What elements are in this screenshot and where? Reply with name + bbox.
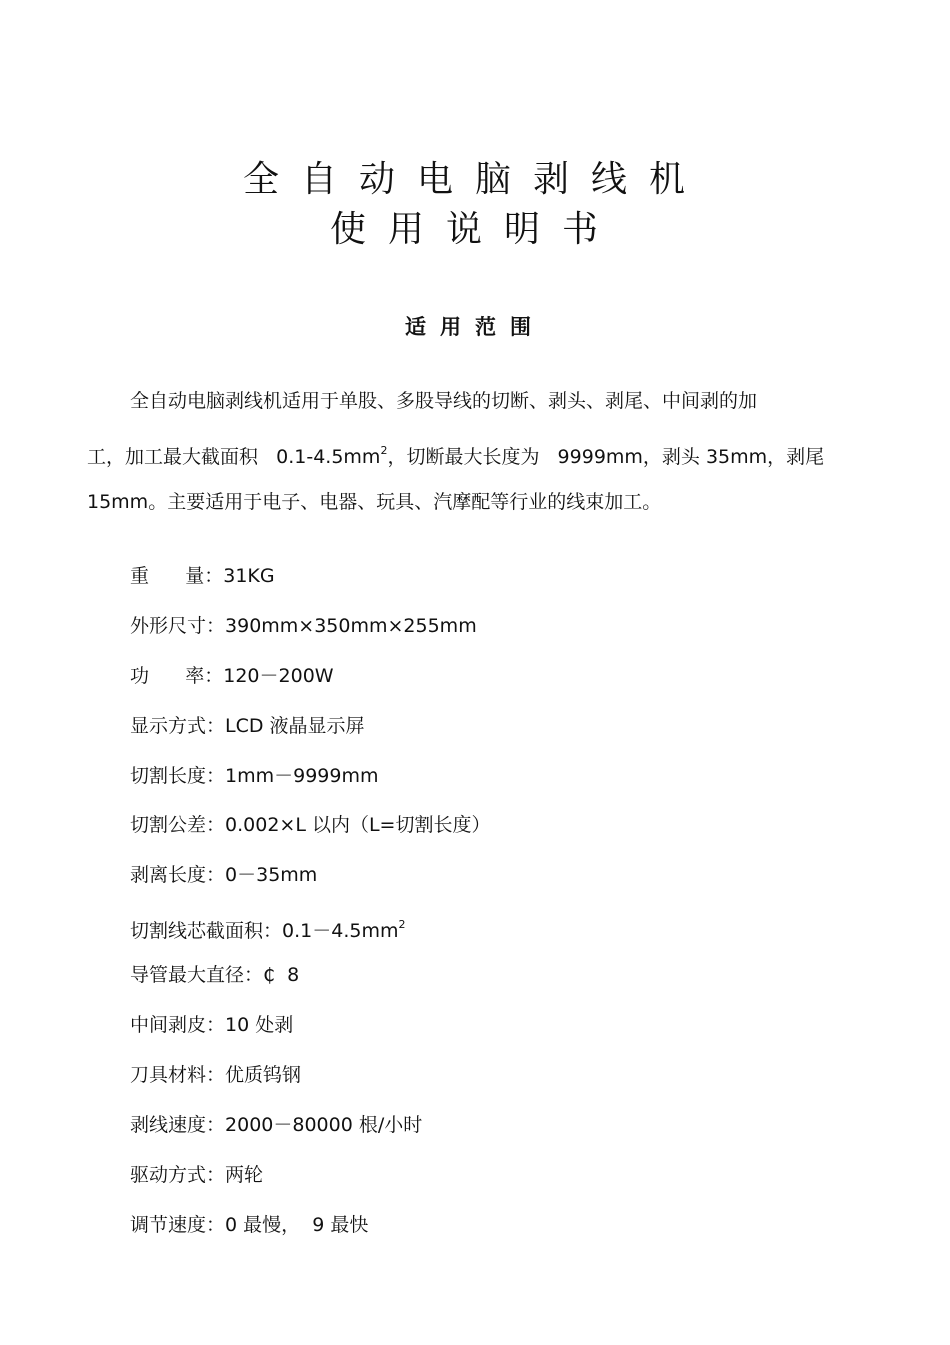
spec-row-speed-adjust <box>130 1212 490 1262</box>
spec-row-weight <box>130 563 490 613</box>
spec-value: ₵ 8 <box>263 964 300 987</box>
spec-list <box>130 563 490 1261</box>
intro-line2-text-rest: ，切断最大长度为 9999mm，剥头 35mm，剥尾 <box>387 446 825 468</box>
spec-row-middle-strip <box>130 1012 490 1062</box>
spec-label: 中间剥皮： <box>130 1014 226 1037</box>
spec-value: 1mm－9999mm <box>225 764 379 787</box>
spec-value: 10 处剥 <box>225 1014 294 1037</box>
spec-row-cut-length <box>130 763 490 813</box>
spec-label: 重 量： <box>130 565 224 587</box>
document-title-line2: 使用说明书 <box>329 209 620 250</box>
spec-row-tube-diameter <box>130 962 490 1012</box>
spec-row-blade-material <box>130 1062 490 1112</box>
spec-value: 0.1－4.5mm <box>282 920 399 943</box>
spec-value: 0－35mm <box>225 864 318 887</box>
spec-value: 优质钨钢 <box>225 1063 302 1086</box>
spec-row-display <box>130 713 490 763</box>
intro-paragraph-line2 <box>87 438 824 470</box>
document-title-line1: 全自动电脑剥线机 <box>242 159 707 200</box>
spec-row-dimensions <box>130 613 490 663</box>
superscript: 2 <box>380 444 388 457</box>
spec-value: 0.002×L 以内（L=切割长度） <box>225 814 491 837</box>
spec-label: 导管最大直径： <box>130 964 264 987</box>
spec-label: 显示方式： <box>130 714 226 737</box>
spec-value: 390mm×350mm×255mm <box>225 614 477 637</box>
spec-label: 外形尺寸： <box>130 614 226 637</box>
spec-value: 两轮 <box>225 1163 264 1186</box>
spec-label: 切割长度： <box>130 764 226 787</box>
spec-label: 驱动方式： <box>130 1163 226 1186</box>
spec-label: 调节速度： <box>130 1213 226 1236</box>
intro-line2-text: 工，加工最大截面积 0.1-4.5mm <box>87 446 381 468</box>
spec-value: 2000－80000 根/小时 <box>225 1113 423 1136</box>
spec-label: 刀具材料： <box>130 1063 226 1086</box>
intro-paragraph-line1: 全自动电脑剥线机适用于单股、多股导线的切断、剥头、剥尾、中间剥的加 <box>130 390 758 412</box>
spec-row-power <box>130 663 490 713</box>
spec-value: 31KG <box>223 565 275 587</box>
intro-paragraph-line3: 15mm。主要适用于电子、电器、玩具、汽摩配等行业的线束加工。 <box>87 491 662 513</box>
spec-value: 0 最慢， 9 最快 <box>225 1213 369 1236</box>
spec-row-cut-tolerance <box>130 812 490 862</box>
spec-label: 剥线速度： <box>130 1113 226 1136</box>
spec-label: 剥离长度： <box>130 864 226 887</box>
spec-row-strip-speed <box>130 1112 490 1162</box>
spec-row-strip-length <box>130 862 490 912</box>
spec-label: 功 率： <box>130 664 224 687</box>
spec-label: 切割线芯截面积： <box>130 920 283 943</box>
section-heading: 适用范围 <box>405 315 545 339</box>
spec-row-drive-mode <box>130 1162 490 1212</box>
spec-value: LCD 液晶显示屏 <box>225 714 365 737</box>
spec-label: 切割公差： <box>130 814 226 837</box>
spec-row-cross-section <box>130 912 490 962</box>
superscript: 2 <box>398 918 406 932</box>
spec-value: 120－200W <box>223 664 334 687</box>
